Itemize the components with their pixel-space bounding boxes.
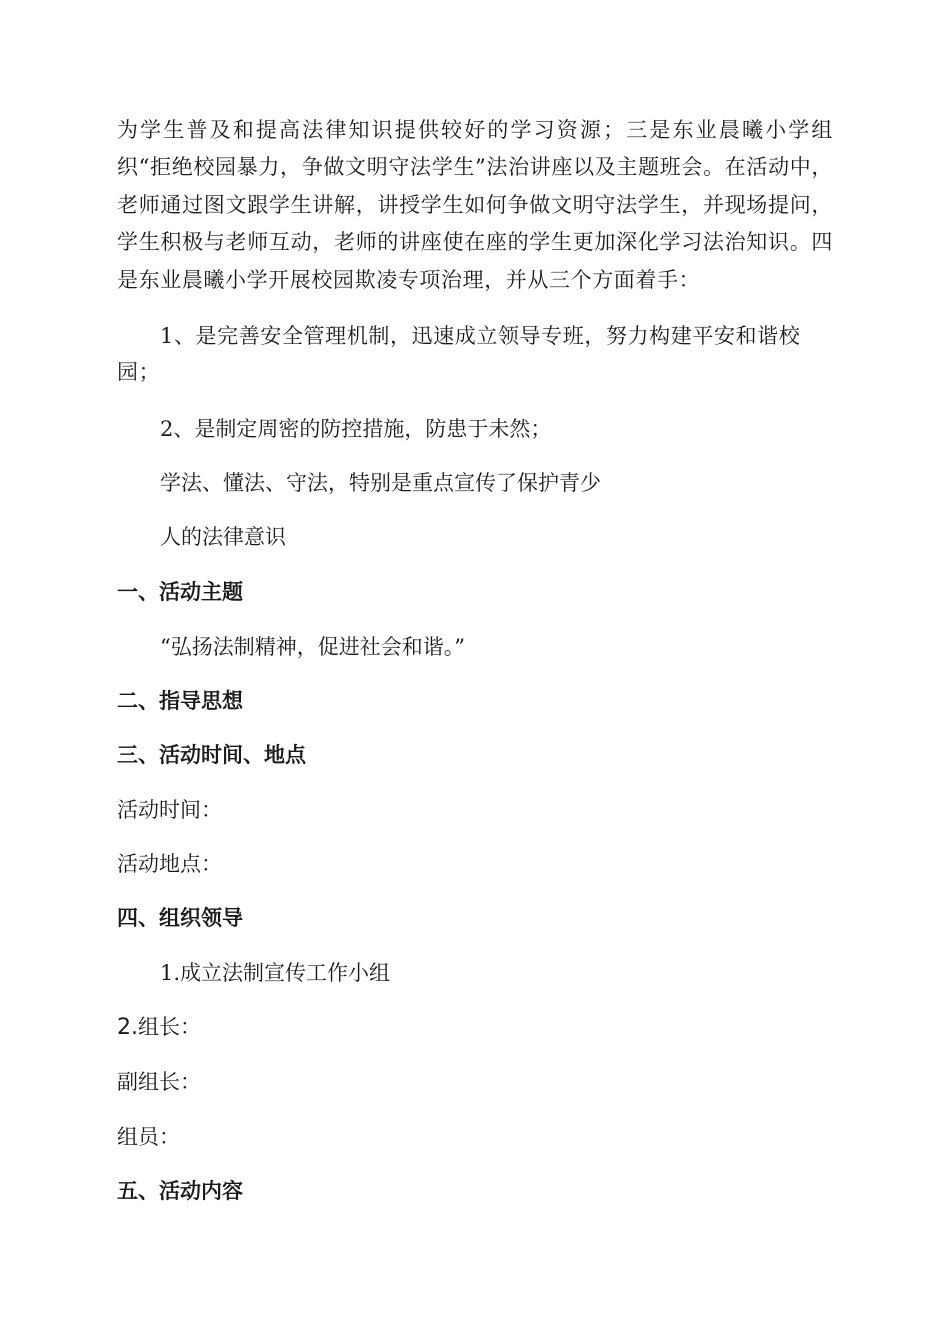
org-item-1: 1.成立法制宣传工作小组 (160, 961, 391, 985)
activity-time-label: 活动时间： (117, 798, 222, 822)
org-item-2 (117, 1009, 201, 1046)
activity-place-label: 活动地点： (117, 852, 222, 876)
org-item-2-number: 2. (117, 1015, 138, 1040)
body-line-legal-awareness: 人的法律意识 (160, 525, 286, 549)
section-heading-3: 三、活动时间、地点 (117, 743, 306, 767)
section-heading-2: 二、指导思想 (117, 689, 243, 713)
theme-quote: “弘扬法制精神，促进社会和谐。” (160, 635, 465, 659)
deputy-leader-label: 副组长： (117, 1070, 201, 1094)
members-label: 组员： (117, 1125, 180, 1149)
list-item-2: 2、是制定周密的防控措施，防患于未然； (160, 417, 552, 441)
section-heading-4: 四、组织领导 (117, 906, 243, 930)
body-line-study-law: 学法、懂法、守法，特别是重点宣传了保护青少 (160, 471, 601, 495)
intro-paragraph: 为学生普及和提高法律知识提供较好的学习资源；三是东业晨曦小学组织“拒绝校园暴力，争做文明守法学生”法治讲座以及主题班会。在活动中，老师通过图文跟学生讲解，讲授学生如何争做文明守法学生，并现场提问，学生积极与老师互动，老师的讲座使在座的学生更加深化学习法治知识。四是东业晨曦小学开展校园欺凌专项治理，并从三个方面着手： (117, 118, 833, 292)
leader-label: 组长： (138, 1015, 201, 1039)
section-heading-5: 五、活动内容 (117, 1179, 243, 1203)
section-heading-1: 一、活动主题 (117, 580, 243, 604)
list-item-1: 1、是完善安全管理机制，迅速成立领导专班，努力构建平安和谐校园； (117, 324, 801, 384)
